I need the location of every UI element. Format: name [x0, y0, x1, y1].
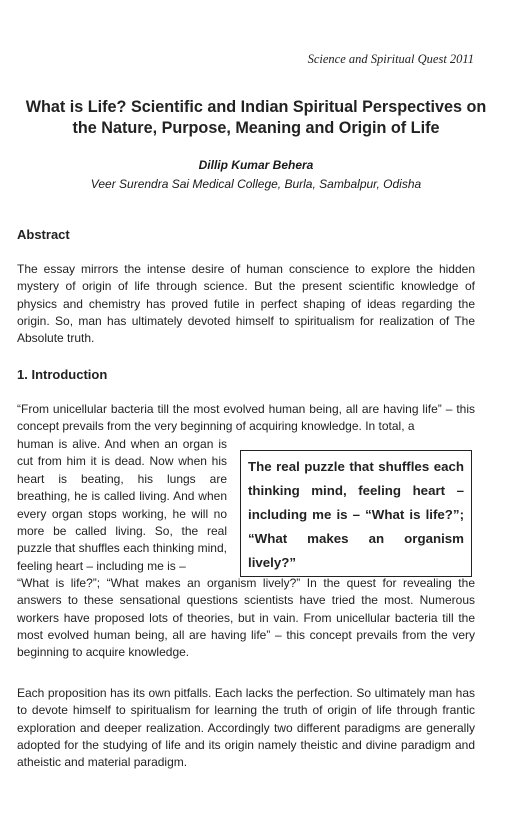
journal-running-header: Science and Spiritual Quest 2011 — [307, 52, 474, 66]
article-title: What is Life? Scientific and Indian Spiritual Perspectives on the Nature, Purpose, Meaning and Origin of Life — [25, 98, 487, 137]
abstract-text: The essay mirrors the intense desire of human conscience to explore the hidden mystery of origin of life through science. But the present scientific knowledge of physics and chemistry has proved futile in perfect shaping of ideas regarding the origin. So, man has ultimately devoted himself to spiritualism for realization of The Absolute truth. — [17, 262, 475, 346]
abstract-heading: Abstract — [17, 227, 70, 242]
author-affiliation: Veer Surendra Sai Medical College, Burla, Sambalpur, Odisha — [90, 177, 422, 191]
pull-quote-box: The real puzzle that shuffles each thinking mind, feeling heart – including me is – “What is life?”; “What makes an organism lively?” — [240, 450, 472, 577]
intro-paragraph-bottom: “What is life?”; “What makes an organism lively?” In the quest for revealing the answers to these sensational questions scientists have tried the most. Numerous workers have proposed lots of theories, but in vain. From unicellular bacteria till the most evolved human being, all are having life” – this concept prevails from the very beginning to acquire knowledge. — [17, 576, 475, 660]
author-name: Dillip Kumar Behera — [198, 158, 314, 172]
introduction-heading: 1. Introduction — [17, 367, 108, 382]
intro-paragraph-top: “From unicellular bacteria till the most evolved human being, all are having life” – this concept prevails from the very beginning of acquiring knowledge. In total, a — [17, 402, 475, 434]
intro-paragraph-column: human is alive. And when an organ is cut from him it is dead. Now when his heart is beating, his lungs are breathing, he is called living. And when every organ stops working, he will no more be called living. So, the real puzzle that shuffles each thinking mind, feeling heart – including me is – — [17, 437, 227, 573]
intro-paragraph-2: Each proposition has its own pitfalls. Each lacks the perfection. So ultimately man has to devote himself to spiritualism for learning the truth of origin of life through frantic exploration and deeper realization. Accordingly two different paradigms are generally adopted for the studying of life and its origin namely theistic and divine paradigm and atheistic and material paradigm. — [17, 686, 475, 770]
